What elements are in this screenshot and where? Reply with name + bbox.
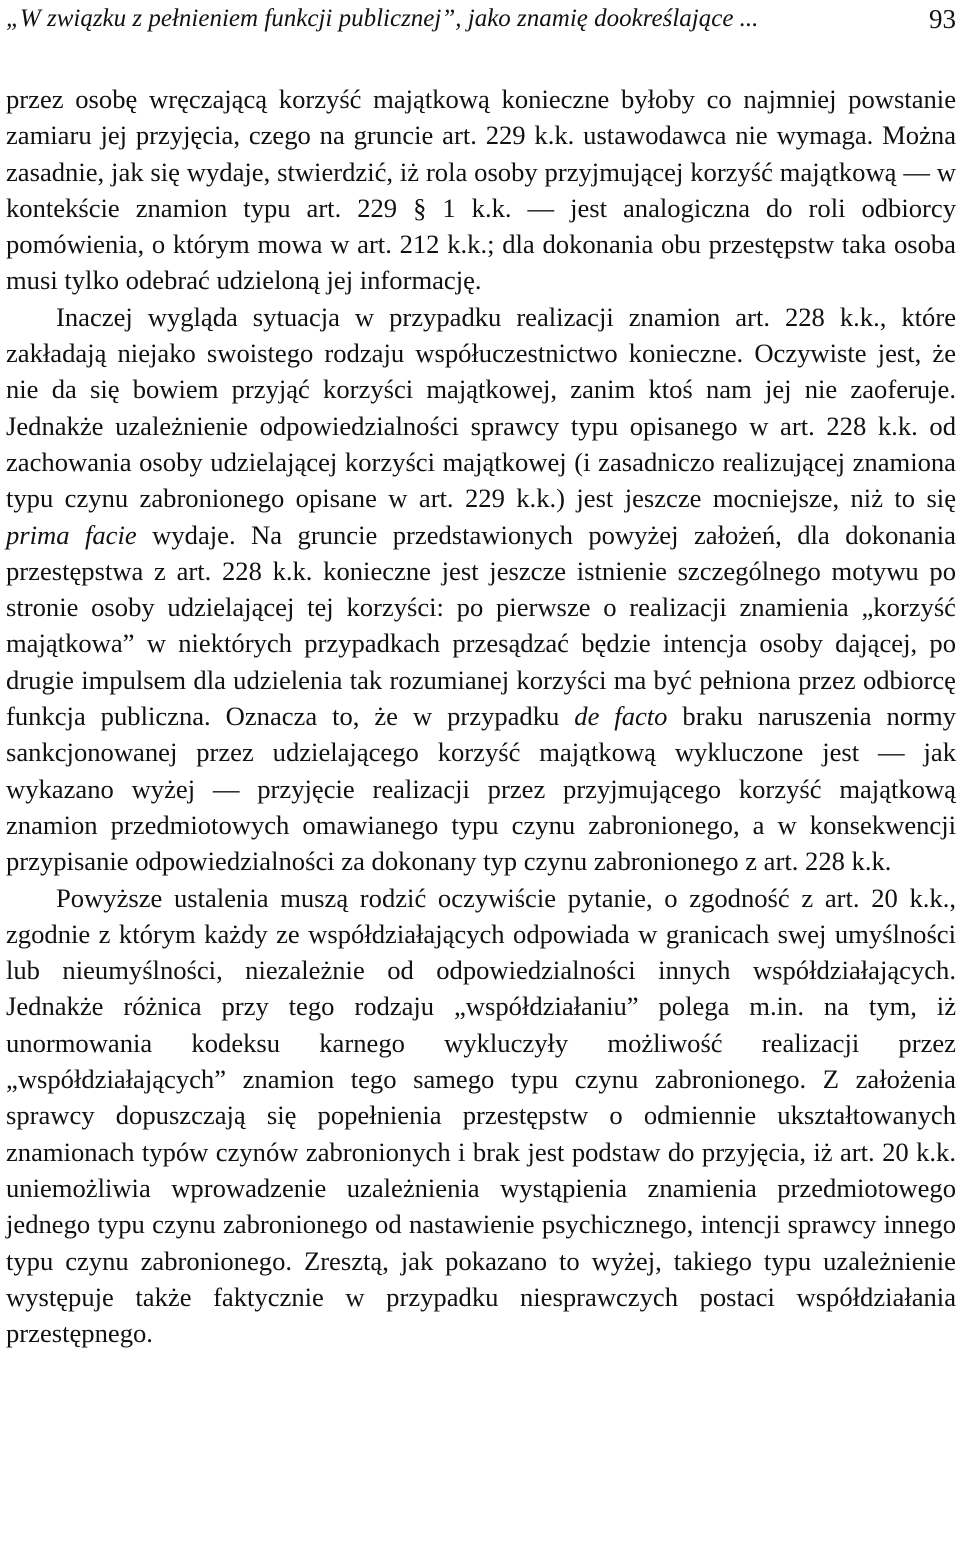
paragraph-2 [6,299,956,880]
body-text [6,81,956,1351]
paragraph-2-part-c: braku naruszenia normy sankcjonowanej przez udzielającego korzyść majątkową wykluczone jest — jak wykazano wyżej — przyjęcie realizacji przez przyjmującego korzyść majątkową znamion przedmiotowych omawianego typu czynu zabronionego, a w konsekwencji przypisanie odpowiedzialności za dokonany typ czynu zabronionego z art. 228 k.k. [6,701,956,877]
page-number: 93 [929,4,956,34]
running-header [6,2,956,36]
paragraph-1: przez osobę wręczającą korzyść majątkową konieczne byłoby co najmniej powstanie zamiaru jej przyjęcia, czego na gruncie art. 229 k.k. ustawodawca nie wymaga. Można zasadnie, jak się wydaje, stwierdzić, iż rola osoby przyjmującej korzyść majątkową — w kontekście znamion typu art. 229 § 1 k.k. — jest analogiczna do roli odbiorcy pomówienia, o którym mowa w art. 212 k.k.; dla dokonania obu przestępstw taka osoba musi tylko odebrać udzieloną jej informację. [6,84,956,296]
running-title: „W związku z pełnieniem funkcji publicznej”, jako znamię dookreślające ... [6,5,759,32]
book-page [6,0,956,1552]
paragraph-2-italic-de-facto: de facto [574,701,668,732]
paragraph-3: Powyższe ustalenia muszą rodzić oczywiście pytanie, o zgodność z art. 20 k.k., zgodnie z którym każdy ze współdziałających odpowiada w granicach swej umyślności lub nieumyślności, niezależnie od odpowiedzialności innych współdziałających. Jednakże różnica przy tego rodzaju „współdziałaniu” polega m.in. na tym, iż unormowania kodeksu karnego wykluczyły możliwość realizacji przez „współdziałających” znamion tego samego typu czynu zabronionego. Z założenia sprawcy dopuszczają się popełnienia przestępstw o odmiennie ukształtowanych znamionach typów czynów zabronionych i brak jest podstaw do przyjęcia, iż art. 20 k.k. uniemożliwia wprowadzenie uzależnienia wystąpienia znamienia przedmiotowego jednego typu czynu zabronionego od nastawienie psychicznego, intencji sprawcy innego typu czynu zabronionego. Zresztą, jak pokazano to wyżej, takiego typu uzależnienie występuje także faktycznie w przypadku niesprawczych postaci współdziałania przestępnego. [6,882,956,1349]
paragraph-2-part-a: Inaczej wygląda sytuacja w przypadku realizacji znamion art. 228 k.k., które zakładają niejako swoistego rodzaju współuczestnictwo konieczne. Oczywiste jest, że nie da się bowiem przyjąć korzyści majątkowej, zanim ktoś nam jej nie zaoferuje. Jednakże uzależnienie odpowiedzialności sprawcy typu opisanego w art. 228 k.k. od zachowania osoby udzielającej korzyści majątkowej (i zasadniczo realizującej znamiona typu czynu zabronionego opisane w art. 229 k.k.) jest jeszcze mocniejsze, niż to się [6,301,956,514]
paragraph-2-part-b: wydaje. Na gruncie przedstawionych powyżej założeń, dla dokonania przestępstwa z art. 228 k.k. konieczne jest jeszcze istnienie szczególnego motywu po stronie osoby udzielającej tej korzyści: po pierwsze o realizacji znamienia „korzyść majątkowa” w niektórych przypadkach przesądzać będzie intencja osoby dającej, po drugie impulsem dla udzielenia tak rozumianej korzyści ma być pełniona przez odbiorcę funkcja publiczna. Oznacza to, że w przypadku [6,519,956,732]
paragraph-2-italic-prima-facie: prima facie [6,519,137,550]
